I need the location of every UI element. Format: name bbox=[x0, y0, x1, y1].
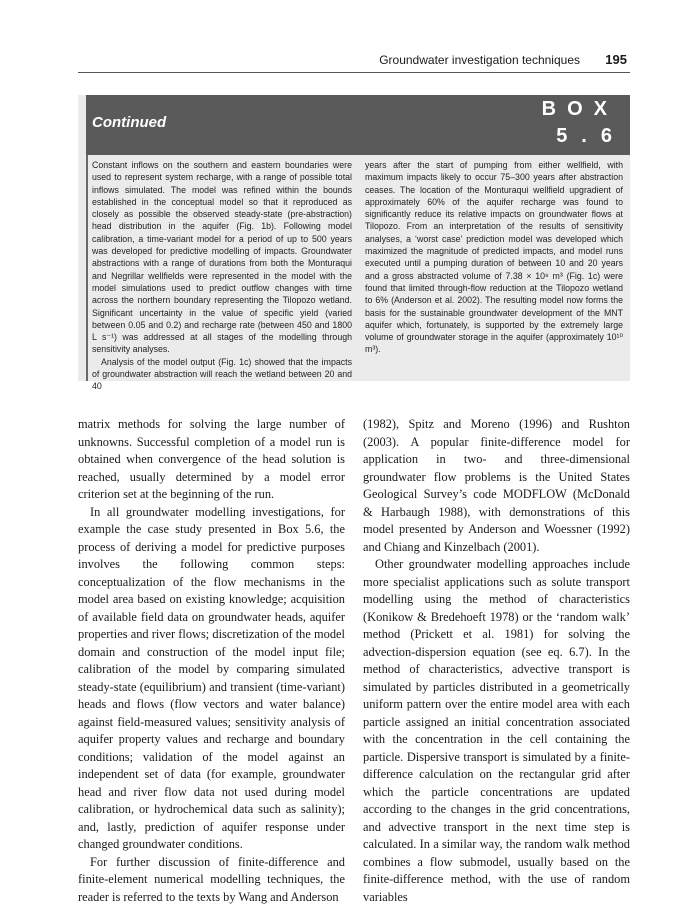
box-paragraph: Analysis of the model output (Fig. 1c) showed that the impacts of groundwater abstraction will reach the wetland between 20 and 40 bbox=[92, 356, 352, 393]
body-column-left bbox=[78, 416, 345, 906]
case-study-box bbox=[78, 95, 630, 381]
body-paragraph: (1982), Spitz and Moreno (1996) and Rushton (2003). A popular finite-difference model for application in two- and three-dimensional groundwater flow problems is the United States Geological Survey’s code MODFLOW (McDonald & Harbaugh 1988), with demonstrations of this model presented by Anderson and Woessner (1992) and Chiang and Kinzelbach (2001). bbox=[363, 416, 630, 556]
box-continued-label: Continued bbox=[92, 114, 166, 131]
body-paragraph: For further discussion of finite-difference and finite-element numerical modelling techniques, the reader is referred to the texts by Wang and Anderson bbox=[78, 854, 345, 906]
body-paragraph: In all groundwater modelling investigations, for example the case study presented in Box 5.6, the process of deriving a model for predictive purposes involves the following common steps: conceptualization of the flow mechanisms in the model area based on existing knowledge; acquisition of available field data on groundwater heads, aquifer properties and river flows; discretization of the model domain and construction of the model input file; calibration of the model by comparing simulated steady-state (equilibrium) and transient (time-variant) heads and flows (flow vectors and water balance) against field-measured values; sensitivity analysis of aquifer property values and recharge and boundary conditions; validation of the model against an independent set of data (for example, groundwater head and river flow data not used during model calibration, or hydrochemical data such as salinity); and, lastly, prediction of aquifer response under changed groundwater conditions. bbox=[78, 504, 345, 854]
box-side-rule bbox=[86, 155, 88, 381]
box-label: BOX bbox=[542, 98, 618, 121]
box-banner bbox=[86, 95, 630, 155]
box-column-left bbox=[92, 159, 352, 393]
body-paragraph: matrix methods for solving the large number of unknowns. Successful completion of a model run is obtained when convergence of the head solution is reached, usually determined by a model error criterion set at the beginning of the run. bbox=[78, 416, 345, 504]
running-title: Groundwater investigation techniques bbox=[379, 53, 580, 67]
box-number: 5.6 bbox=[556, 125, 626, 148]
body-paragraph: Other groundwater modelling approaches include more specialist applications such as solute transport modelling using the method of characteristics (Konikow & Bredehoeft 1978) or the ‘random walk’ method (Prickett et al. 1981) for solving the advection-dispersion equation (see eq. 6.7). In the method of characteristics, advective transport is simulated by particles distributed in a geometrically uniform pattern over the entire model area with each particle assigned an initial concentration associated with the concentration in the cell containing the particle. Dispersive transport is simulated by a finite-difference calculation on the rectangular grid after which the particle concentrations are updated according to the changes in the grid concentrations, and advective transport in the next time step is calculated. In a similar way, the random walk method combines a flow submodel, usually based on the finite-difference method, with the use of random variables bbox=[363, 556, 630, 906]
running-header bbox=[78, 50, 630, 73]
body-column-right bbox=[363, 416, 630, 906]
box-column-right bbox=[365, 159, 623, 356]
page-number: 195 bbox=[605, 52, 627, 67]
box-paragraph: years after the start of pumping from either wellfield, with maximum impacts likely to occur 75–300 years after abstraction ceases. The location of the Monturaqui wellfield upgradient of approximately 60% of the aquifer recharge was found to significantly reduce its relative impacts on groundwater flows at Tilopozo. From an interpretation of the results of sensitivity analyses, a ‘worst case’ prediction model was developed which maximized the magnitude of predicted impacts, and model runs executed until a pumping duration of between 10 and 20 years and a gross abstracted volume of 7.38 × 10⁸ m³ (Fig. 1c) were found that limited through-flow reduction at the Tilopozo wetland to 6% (Anderson et al. 2002). The resulting model now forms the basis for the sustainable groundwater development of the MNT aquifer which, fortunately, is supported by the extremely large volume of groundwater storage in the aquifer (approximately 10¹⁰ m³). bbox=[365, 159, 623, 356]
box-paragraph: Constant inflows on the southern and eastern boundaries were used to represent system recharge, with a range of possible total inflows simulated. The model was refined within the bounds established in the conceptual model so that it reproduced as closely as possible the observed steady-state (pre-abstraction) head distribution in the aquifer (Fig. 1b). Following model calibration, a time-variant model for a period of up to 500 years was developed for predictive modelling of impacts. Groundwater abstractions with a range of durations from both the Monturaqui and Negrillar wellfields were represented in the model with the model simulations used to predict outflow changes with time across the northern boundary representing the Tilopozo wetland. Significant uncertainty in the value of specific yield (varied between 0.05 and 0.2) and recharge rate (between 450 and 1800 L s⁻¹) was addressed at all stages of the modelling through sensitivity analyses. bbox=[92, 159, 352, 356]
